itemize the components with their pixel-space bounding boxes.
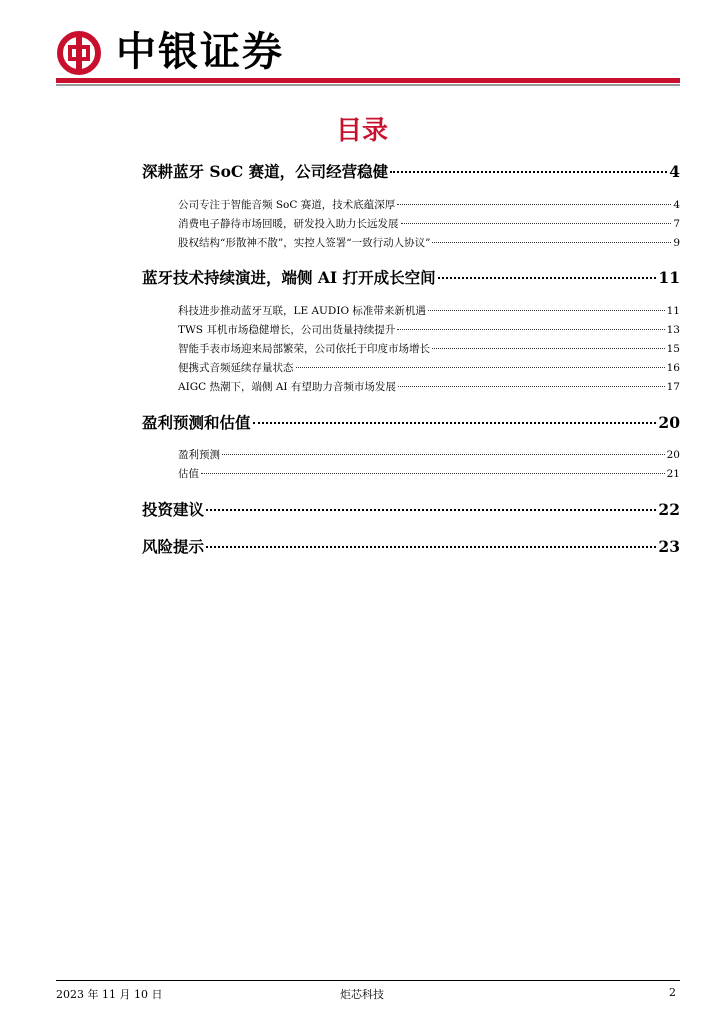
toc-entry-page: 11 [666,305,680,317]
toc-dot-leader [296,366,665,368]
header-rule-red [56,78,680,83]
toc-dot-leader [201,472,665,474]
toc-entry-page: 15 [666,343,680,355]
toc-entry-level1[interactable] [142,411,680,433]
toc-entry-page: 4 [673,199,680,211]
toc-entry-title: 估值 [178,468,199,480]
toc-entry-page: 16 [666,362,680,374]
toc-entry-title: 深耕蓝牙 SoC 赛道，公司经营稳健 [142,162,389,181]
toc-entry-title: 智能手表市场迎来局部繁荣，公司依托于印度市场增长 [178,343,430,355]
toc-entry-page: 22 [658,500,680,519]
toc-entry-page: 21 [666,468,680,480]
toc-dot-leader [206,545,656,548]
toc-entry-level2[interactable] [178,235,680,250]
footer-rule [56,980,680,981]
bank-of-china-logo-icon [56,30,102,76]
toc-entry-page: 20 [666,449,680,461]
toc-entry-level2[interactable] [178,379,680,394]
toc-entry-level1[interactable] [142,266,680,288]
toc-dot-leader [428,309,665,311]
toc-dot-leader [222,453,665,455]
toc-dot-leader [390,170,667,173]
toc-entry-page: 4 [669,162,680,181]
toc-entry-level1[interactable] [142,498,680,520]
page-header [0,0,724,90]
toc-entry-page: 7 [673,218,680,230]
toc-dot-leader [438,276,657,279]
toc-entry-title: AIGC 热潮下，端侧 AI 有望助力音频市场发展 [178,381,396,393]
toc-entry-level2[interactable] [178,322,680,337]
toc-entry-title: 公司专注于智能音频 SoC 赛道，技术底蕴深厚 [178,199,396,211]
toc-dot-leader [401,222,672,224]
toc-entry-title: 风险提示 [142,537,205,556]
toc-entry-title: 便携式音频延续存量状态 [178,362,294,374]
toc-entry-title: 盈利预测 [178,449,220,461]
toc-entry-level2[interactable] [178,341,680,356]
toc-dot-leader [253,421,657,424]
footer-page-number: 2 [669,986,676,999]
toc-entry-level2[interactable] [178,360,680,375]
toc-title: 目录 [335,116,388,146]
toc-entry-page: 20 [658,413,680,432]
header-rule-gray [56,84,680,86]
toc-entry-title: 蓝牙技术持续演进，端侧 AI 打开成长空间 [142,268,436,287]
toc-entry-title: 消费电子静待市场回暖，研发投入助力长远发展 [178,218,399,230]
toc-entry-title: 投资建议 [142,500,205,519]
toc-dot-leader [432,241,671,243]
toc-entry-page: 13 [666,324,680,336]
toc-dot-leader [432,347,665,349]
toc-entry-title: 股权结构“形散神不散”，实控人签署“一致行动人协议” [178,237,431,249]
toc-entry-level1[interactable] [142,535,680,557]
brand-name: 中银证券 [116,28,284,75]
toc-entry-title: TWS 耳机市场稳健增长，公司出货量持续提升 [178,324,396,336]
toc-entry-page: 11 [658,268,680,287]
toc-entry-page: 23 [658,537,680,556]
toc-entry-page: 9 [673,237,680,249]
toc-dot-leader [397,203,671,205]
toc-dot-leader [397,328,664,330]
toc-entry-level2[interactable] [178,303,680,318]
toc-entry-level2[interactable] [178,466,680,481]
footer-date: 2023 年 11 月 10 日 [56,988,163,1001]
footer-company: 炬芯科技 [340,988,384,1001]
toc-entry-title: 科技进步推动蓝牙互联，LE AUDIO 标准带来新机遇 [178,305,426,317]
toc-entry-level2[interactable] [178,197,680,212]
toc-entry-level2[interactable] [178,216,680,231]
toc-entry-title: 盈利预测和估值 [142,413,251,432]
toc-dot-leader [398,385,665,387]
toc-entry-level1[interactable] [142,160,680,182]
toc-entry-page: 17 [666,381,680,393]
toc-dot-leader [206,508,656,511]
toc-entry-level2[interactable] [178,447,680,462]
